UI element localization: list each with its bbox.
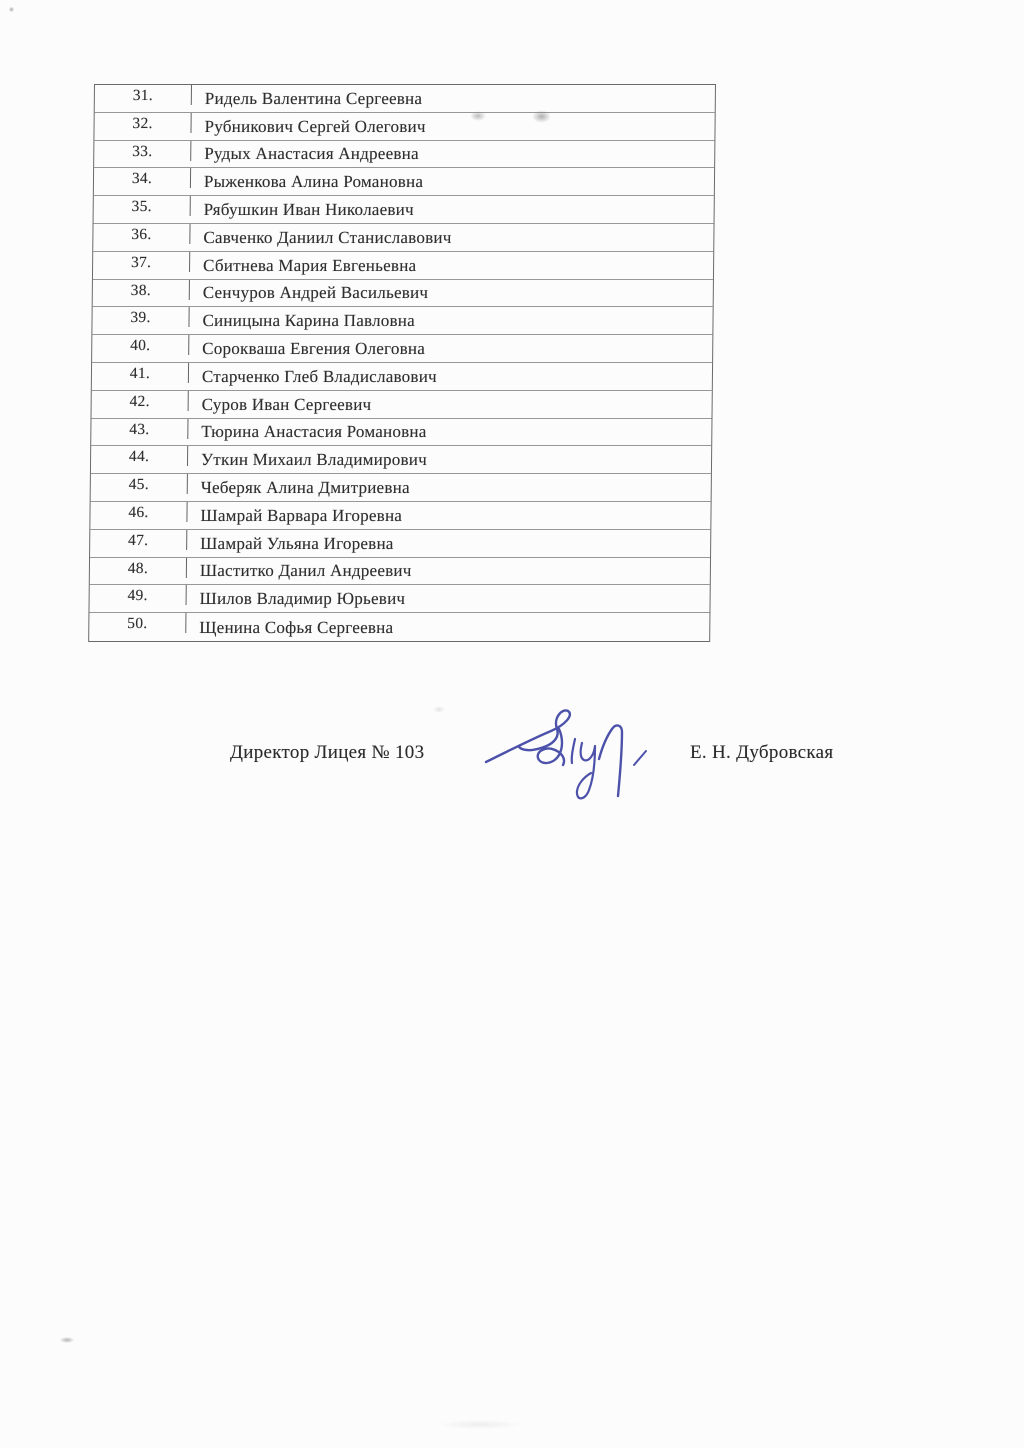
student-name: Чеберяк Алина Дмитриевна bbox=[200, 477, 410, 497]
table-row bbox=[93, 252, 713, 280]
row-number: 46. bbox=[90, 502, 187, 522]
table-row bbox=[90, 558, 710, 586]
student-name: Шаститко Данил Андреевич bbox=[199, 561, 412, 581]
student-name: Старченко Глеб Владиславович bbox=[201, 366, 438, 386]
table-row bbox=[94, 168, 714, 196]
student-name: Рубникович Сергей Олегович bbox=[204, 116, 426, 136]
handwritten-signature-icon bbox=[478, 698, 663, 823]
row-number: 39. bbox=[92, 307, 189, 327]
row-number: 42. bbox=[92, 391, 189, 411]
student-name: Суров Иван Сергеевич bbox=[201, 394, 372, 414]
row-number: 43. bbox=[91, 419, 188, 439]
student-name: Тюрина Анастасия Романовна bbox=[201, 422, 427, 442]
row-number: 33. bbox=[94, 141, 191, 161]
row-number: 41. bbox=[92, 363, 189, 383]
table-row bbox=[91, 474, 711, 502]
student-name: Ридель Валентина Сергеевна bbox=[204, 88, 423, 108]
student-name: Шамрай Варвара Игоревна bbox=[200, 505, 403, 525]
table-row bbox=[90, 502, 710, 530]
row-number: 40. bbox=[92, 335, 189, 355]
row-number: 45. bbox=[91, 474, 188, 494]
student-name: Шамрай Ульяна Игоревна bbox=[200, 533, 394, 553]
row-number: 49. bbox=[90, 585, 187, 605]
student-name: Сбитнева Мария Евгеньевна bbox=[203, 255, 417, 275]
student-name: Рудых Анастасия Андреевна bbox=[204, 144, 419, 164]
table-row bbox=[92, 307, 712, 335]
table-row bbox=[89, 585, 709, 613]
student-name: Рыженкова Алина Романовна bbox=[203, 172, 424, 192]
table-row bbox=[93, 280, 713, 308]
table-row bbox=[91, 446, 711, 474]
student-name: Савченко Даниил Станиславович bbox=[203, 227, 452, 247]
row-number: 36. bbox=[93, 224, 190, 244]
table-row bbox=[91, 391, 711, 419]
scan-smudge bbox=[60, 1337, 74, 1343]
row-number: 31. bbox=[95, 85, 192, 105]
table-row bbox=[94, 141, 714, 169]
scan-smudge bbox=[433, 706, 445, 713]
table-row bbox=[94, 113, 714, 141]
row-number: 32. bbox=[94, 113, 191, 133]
student-name: Синицына Карина Павловна bbox=[202, 311, 416, 331]
row-number: 48. bbox=[90, 558, 187, 578]
row-number: 35. bbox=[94, 196, 191, 216]
student-name: Сорокваша Евгения Олеговна bbox=[202, 338, 426, 358]
student-name: Рябушкин Иван Николаевич bbox=[203, 199, 414, 219]
director-title-label: Директор Лицея № 103 bbox=[230, 742, 425, 763]
table-row bbox=[89, 613, 709, 641]
table-row bbox=[92, 335, 712, 363]
row-number: 37. bbox=[93, 252, 190, 272]
table-row bbox=[95, 85, 715, 113]
students-table bbox=[88, 84, 716, 642]
student-name: Сенчуров Андрей Васильевич bbox=[202, 283, 429, 303]
scan-speck bbox=[9, 7, 14, 12]
student-name: Щенина Софья Сергеевна bbox=[199, 617, 394, 637]
row-number: 38. bbox=[93, 280, 190, 300]
student-name: Шилов Владимир Юрьевич bbox=[199, 589, 406, 609]
student-name: Уткин Михаил Владимирович bbox=[200, 450, 428, 470]
row-number: 50. bbox=[89, 613, 186, 633]
table-row bbox=[92, 363, 712, 391]
table-row bbox=[90, 530, 710, 558]
table-row bbox=[94, 196, 714, 224]
row-number: 44. bbox=[91, 446, 188, 466]
scan-smudge bbox=[440, 1420, 520, 1429]
table-row bbox=[93, 224, 713, 252]
row-number: 34. bbox=[94, 168, 191, 188]
director-name-label: Е. Н. Дубровская bbox=[690, 742, 834, 763]
table-row bbox=[91, 419, 711, 447]
row-number: 47. bbox=[90, 530, 187, 550]
